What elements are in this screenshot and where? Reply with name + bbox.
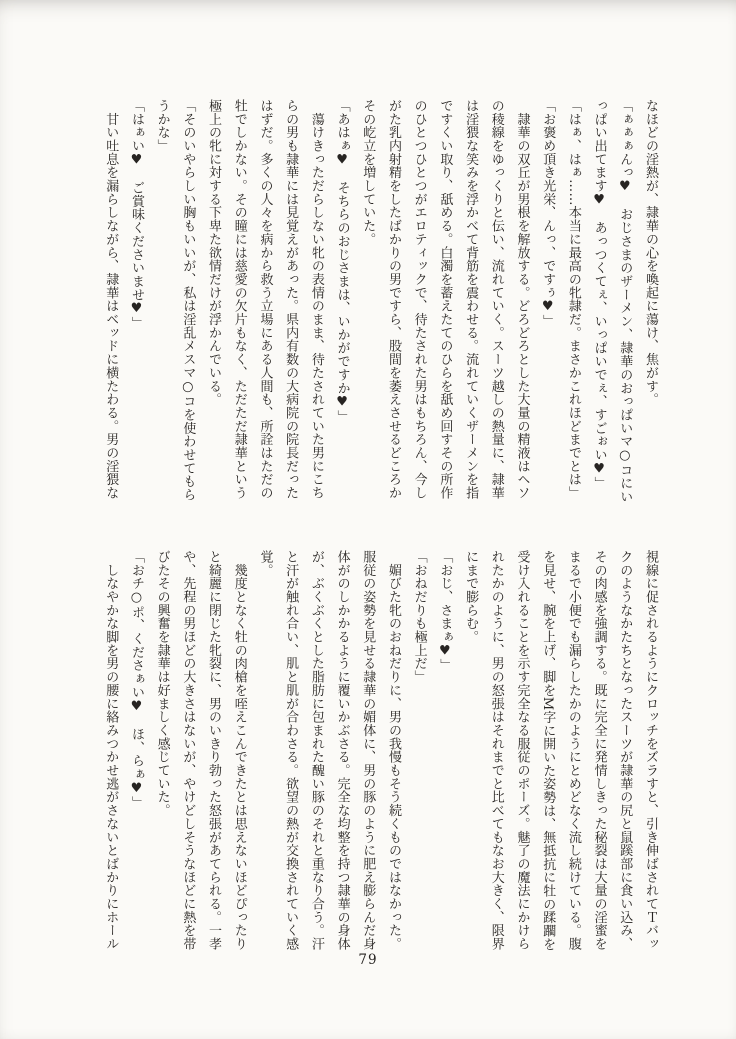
text-column: と汗が触れ合い、肌と肌が合わさる。欲望の熱が交換されていく感 [283,550,299,951]
text-column: 「おねだりも極上だ」 [411,550,427,684]
text-column: にまで膨らむ。 [463,550,479,644]
text-column: ですくい取り、舐める。白濁を蓄えたてのひらを舐め回すその所作 [437,99,453,500]
text-column: のひとつひとつがエロティックで、待たされた男はもちろん、今し [411,99,427,500]
text-column: 覚。 [257,550,273,577]
text-column: や、先程の男ほどの大きさはないが、やけどしそうなほどに熱を帯 [180,550,196,951]
text-column: と綺麗に閉じた牝裂に、男のいきり勃った怒張があてられる。一孝 [206,550,222,951]
text-column: その肉感を強調する。既に完全に発情しきった秘裂は大量の淫蜜を [591,550,607,951]
text-column: 蕩けきっただらしない牝の表情のまま、待たされていた男にこち [308,99,324,500]
text-column: 受け入れることを示す完全なる服従のポーズ。魅了の魔法にかけら [514,550,530,951]
text-column: の稜線をゆっくりと伝い、流れていく。スーツ越しの熱量に、隷華 [488,99,504,500]
text-column: は淫猥な笑みを浮かべて背筋を震わせる。流れていくザーメンを指 [463,99,479,500]
text-column: 視線に促されるようにクロッチをズラすと、引き伸ばされてＴバッ [643,550,658,951]
text-column: っぱい出てます♥ あっつくてぇ、いっぱいでぇ、すごぉい♥」 [591,99,607,491]
text-column: うかな」 [154,99,170,153]
text-column: クのようなかたちとなったスーツが隷華の尻と鼠蹊部に食い込み、 [617,550,633,951]
text-column: 「お褒め頂き光栄、んっ、ですぅ♥」 [540,99,556,328]
page-number: 79 [358,952,378,968]
text-column: はずだ。多くの人々を病から救う立場にある人間も、所詮はただの [257,99,273,500]
text-column: びたその興奮を隷華は好ましく感じていた。 [154,550,170,817]
text-column: 体がのしかかるように覆いかぶさる。完全な均整を持つ隷華の身体 [334,550,350,951]
text-column: らの男も隷華には見覚えがあった。県内有数の大病院の院長だった [283,99,299,500]
text-column: 牡でしかない。その瞳には慈愛の欠片もなく、ただただ隷華という [231,99,247,500]
text-column: その屹立を増していた。 [360,99,376,246]
text-column: を見せ、腕を上げ、脚をM字に開いた姿勢は、無抵抗に牡の蹂躙を [540,550,556,951]
text-column: 「おチ○ポ、くださぁい♥ ほ、らぁ♥」 [128,550,144,810]
text-column: 「あはぁ♥ そちらのおじさまは、いかがですか♥」 [334,99,350,424]
text-column: まるで小便でも漏らしたかのようにとめどなく流し続けている。腹 [565,550,581,951]
text-block-upper [97,99,663,502]
text-column: が、ぶくぶくとした脂肪に包まれた醜い豚のそれと重なり合う。汗 [308,550,324,951]
text-column: 媚びた牝のおねだりに、男の我慢もそう続くものではなかった。 [385,550,401,951]
text-column: 幾度となく牡の肉槍を咥えこんできたとは思えないほどぴったり [231,550,247,951]
text-column: れたかのように、男の怒張はそれまでと比べてもなお大きく、限界 [488,550,504,951]
text-column: なほどの淫熱が、隷華の心を喚起に蕩け、焦がす。 [643,99,658,407]
text-column: しなやかな脚を男の腰に絡みつかせ逃がさないとばかりにホール [103,550,119,951]
text-column: がた乳内射精をしたばかりの男ですら、股間を萎えさせるどころか [385,99,401,500]
text-column: 隷華の双丘が男根を解放する。どろどろとした大量の精液はヘソ [514,99,530,500]
text-column: 甘い吐息を漏らしながら、隷華はベッドに横たわる。男の淫猥な [103,99,119,500]
text-column: 「そのいやらしい胸もいいが、私は淫乱メスマ○コを使わせてもら [180,99,196,502]
text-column: 「はぁ、はぁ……本当に最高の牝隷だ。まさかこれほどまでとは」 [565,99,581,500]
text-block-lower [97,550,663,953]
text-column: 「はぁい♥ ご賞味くださいませ♥」 [128,99,144,330]
text-column: 極上の牝に対する下卑た欲情だけが浮かんでいる。 [206,99,222,407]
text-column: 服従の姿勢を見せる隷華の媚体に、男の豚のように肥え膨らんだ身 [360,550,376,951]
text-column: 「おじ、さまぁ♥」 [437,550,453,673]
text-column: 「ぁぁぁんっ♥ おじさまのザーメン、隷華のおっぱいマ○コにい [617,99,633,504]
